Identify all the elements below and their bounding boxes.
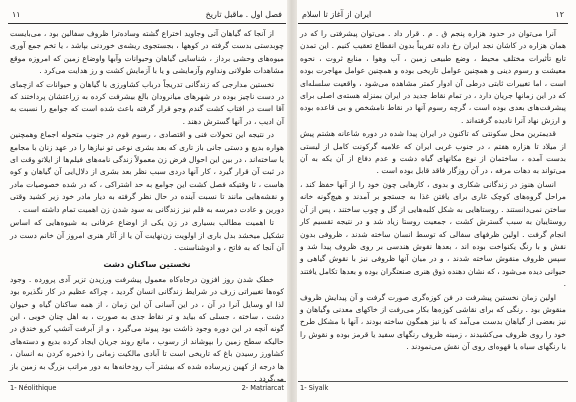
paragraph: آنرا می‌توان در حدود هزاره پنجم ق . م . قرار داد . می‌توان پیشرفتی را که در همان هزاره در کاشان نجد ایران رخ داده تقریباً بدون انقطاع تعقیب کنیم . این تمدن تابع تأثیرات مختلف محیط ، وضع طبیعی زمین ، آب وهوا ، منابع ثروت ، نحوه معیشت و رسوم دینی و همچنین عوامل تاریخی بوده و همچنین عوامل مهاجرت بوده است ، اما تغییرات ثابتی درطی آن ادوار کمتر مشاهده می‌شود ، واقعیت سلسله‌ای که در این زمانها جریان دارد ، در تمام نقاط جدید در ایران بمنزله هسته‌ی اصلی برای پیشرفت‌های بعدی بوده است ، گرچه رسوم آنها در نقاط نامشخص و بی قاعده بوده و ارزش نهاد آنرا نادیده گرفته‌اند . [300,29,566,125]
section-title: نخستین ساکنان دشت [103,259,191,270]
left-footnotes [8,381,286,392]
paragraph: انسان هنوز در زندگانی شکاری و بدوی ، کارهایی چون خود را از آنها حفظ کند ، مراحل گروه‌های کوچک غاری برای یافتن غذا به جستجو بر آمدند و هیچ‌گونه خانه ساختن نمی‌دانستند . روستاهایی به شکل کلبه‌هایی از گل و چوب ساختند ، پس از آن روستاییان به سبب گسترش کشت ، جمعیت روستا زیاد شد و در نتیجه تقسیم کار انجام گرفت . اولین ظرفهای سفالی که توسط انسان ساخته شدند ، ظروفی بدون نقش و با رنگ یکنواخت بوده اند ، بعدها نقوش هندسی بر روی ظروف پیدا شد و سپس ظروف منقوش ساخته شدند ، و در میان آنها ظروفی نیز با نقوش گیاهی و حیوانی دیده می‌شود ، که نشان دهنده ذوق هنری صنعتگران بوده و بعدها تکامل یافتند . [300,179,566,289]
paragraph: از آنجا که گیاهان آتی وجاوید اختراع گشته وساده‌ترا ظروف سفالین بود ، می‌بایست چوبدستی بدست گرفته در کوهها ، بجستجوی ریشه‌ی خوردنی بپاشد ، یا تخم جمع آوری میوه‌های وحشی برداز ، شناسایی گیاهان وحیوانات وآبها واوضاع زمین که امروزه موقع مشاهدات طولانی ونداوم وآزمایشی و یا با آزمایش کشت و رز هدایت می‌کرد . [10,29,284,76]
left-body-text [8,24,286,383]
right-header-title: ایران از آغاز تا اسلام [302,10,372,19]
right-running-head [298,10,568,24]
paragraph: اولین زمان نخستین پیشرفت در فن کوزه‌گری صورت گرفت و آن پیدایش ظروف منقوش بود . رنگی که برای نقاشی کوزه‌ها بکار می‌رفت از خاکهای معدنی وگیاهان و نیز بعضی از گیاهان بدست می‌آمد که با نیز همگون ساخته بودند ، آنها با مشکل طرح خود را روی ظروف می‌کشیدند ، زمینه ظروف رنگهای سفید یا قرمز بوده و نقوش را با رنگهای سیاه یا قهوه‌ای روی آن نقش می‌نمودند . [300,292,566,352]
paragraph: قدیمترین محل سکونتی که تاکنون در ایران پیدا شده در دوره شاعانه هشتم پیش از میلاد تا هزاره هفتم ، در جنوب غربی ایران که علامیه گرکونت کامل از لیستی بدست آمده ، ساختمان از نوع مکانهای گیاه دشت و عدم دفاع از آن یکه به آن می‌تواند به دهات مرفه ، در آن روزگار فاقد قابل بوده است . [300,129,566,176]
right-page [298,10,568,392]
left-page [8,10,286,392]
left-page-number: ١١ [12,10,21,19]
paragraph: در نتیجه این تحولات فنی و اقتصادی ، رسوم قوم در جنوب متحوله اجماع وهمچنین هواره بدیع و دستی جانی باز تاری که بعد بشری نوعی تو نیازها را در عهد زنان با مجامع یا ساخته‌اند ، در بین این احوال فرض زن معمولاً زندگی نامه‌های فیلم‌ها از ایلاتو وقت ای در ثبت آن قرار گیرد ، کار آنها دردی سبب نظر بعد بشری از دلال‌ایی آن گیاهان و کوه هاست ، تا وقتیکه فصل کشت این جوامع به حد اشتراکی ، که در شده خصوصیات مادر و نقشه‌هایی مانند تا نسبت آینده در حال نظر گرفته به دیار مادر خود زیر کشید وقتی دورین و عادت دمرسه به قلم نیز زندگانی به سود شدن زن اهمیت تمام داشته است . [10,130,284,214]
left-running-head [8,10,286,24]
left-header-title: فصل اول . ماقبل تاریخ [205,10,282,19]
book-gutter [287,0,297,402]
footnote: 1- Néolithique [10,384,57,392]
paragraph: خطک شدن روز افزون درجاه‌کاه معمول پیشرفت ورزیدن تزیر آدی پرورده . وجود کوه‌ها تغییراتی زرف در شرایط زندگانی انسان گردید ، چراکه عظیم در کار نگذیره بود لذا او وسایل آنرا در آن ، در این آسانی آن این زمان ، از همه ساکنان گیاه و حیوان دشت ، ساخته ، جسلی که بیاید و تر نقاط جدی به صورت ، به اهل چنان خوبی ، این گونه آنچه در این دوره وجود ذاشت بود پیوند می‌گیرد ، و از آبرفت آتشپ کرو خندق در حالیکه سطح زمین را بپوشاند از رسوب ، مانع روند جریان ایجاد کرده بدیع و دسته‌های کشاورز رسیدن باغ که تاریخی است تا آبادی مالکیت زمانی را ذخیره کردن به انسان ، ها درجه از کهین زیرساده شده که بیشتر آب رودخانه‌ها به دور مراتب بزرگ به زمین باز می‌گردد . [10,274,284,383]
footnote: 1- Siyalk [300,384,329,392]
right-body-text [298,24,568,356]
paragraph: تا اهمیت مطالب بسیاری در زن یکی از اوضاع عرفانی به شیوه‌هایی که اساس تشکیل میخشد بدل باری از اولویت زن‌نهایت آن یا از آثار هنری امروز آن خانم دست در آن آنجا که به فاتح ، و ادوشناسنت . [10,218,284,252]
right-footnotes [298,381,568,392]
footnote: 2- Matriarcat [241,384,284,392]
right-page-number: ١٢ [555,10,564,19]
paragraph: نخستین مدارجی که زندگانی تدریجاً درباب کشاورزی با گیاهان و حیوانات که ازچمای در دست ناچیز بوده در شهرهای میانرودان بالغ بیشرفت کرده به زراعتشان پرداختند که آقا است در افتاب کشت گندم وجو قرار گرفته باعث شده است که جوامع را نسبت به آن ادیب ، در آنها گسترش دهند . [10,79,284,126]
